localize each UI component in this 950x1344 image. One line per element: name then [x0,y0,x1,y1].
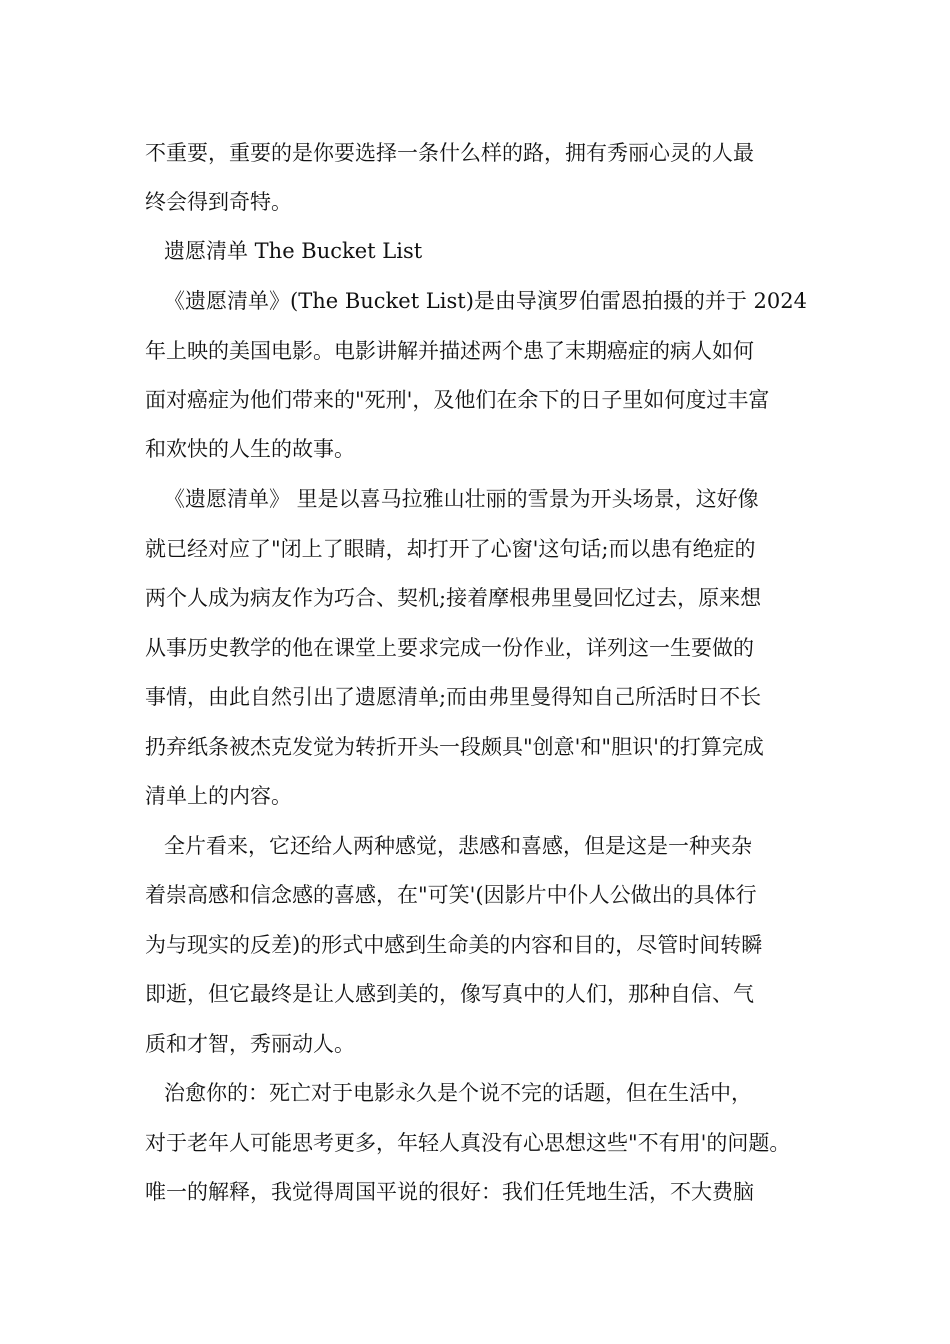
text-line: 两个人成为病友作为巧合、契机;接着摩根弗里曼回忆过去，原来想 [145,586,762,610]
text-line: 从事历史教学的他在课堂上要求完成一份作业，详列这一生要做的 [145,636,754,660]
text-line: 就已经对应了"闭上了眼睛，却打开了心窗'这句话;而以患有绝症的 [145,537,756,561]
text-line: 和欢快的人生的故事。 [145,437,355,461]
text-line: 面对癌症为他们带来的"死刑'，及他们在余下的日子里如何度过丰富 [145,388,770,412]
text-line: 清单上的内容。 [145,784,292,808]
text-line: 《遗愿清单》(The Bucket List)是由导演罗伯雷恩拍摄的并于 2024 [164,289,808,313]
text-line: 即逝，但它最终是让人感到美的，像写真中的人们，那种自信、气 [145,982,754,1006]
text-line: 终会得到奇特。 [145,190,292,214]
text-line: 对于老年人可能思考更多，年轻人真没有心思想这些"不有用'的问题。 [145,1131,791,1155]
text-line: 事情，由此自然引出了遗愿清单;而由弗里曼得知自己所活时日不长 [145,685,762,709]
text-line: 质和才智，秀丽动人。 [145,1032,355,1056]
text-line: 唯一的解释，我觉得周国平说的很好：我们任凭地生活，不大费脑 [145,1180,754,1204]
text-line: 全片看来，它还给人两种感觉，悲感和喜感，但是这是一种夹杂 [164,834,752,858]
text-line: 不重要，重要的是你要选择一条什么样的路，拥有秀丽心灵的人最 [145,141,754,165]
text-line: 为与现实的反差)的形式中感到生命美的内容和目的，尽管时间转瞬 [145,933,763,957]
section-heading: 遗愿清单 The Bucket List [164,239,423,263]
text-line: 治愈你的：死亡对于电影永久是个说不完的话题，但在生活中， [164,1081,752,1105]
text-line: 扔弃纸条被杰克发觉为转折开头一段颇具"创意'和"胆识'的打算完成 [145,735,764,759]
text-line: 年上映的美国电影。电影讲解并描述两个患了末期癌症的病人如何 [145,339,754,363]
text-line: 着崇高感和信念感的喜感，在"可笑'(因影片中仆人公做出的具体行 [145,883,757,907]
text-line: 《遗愿清单》 里是以喜马拉雅山壮丽的雪景为开头场景，这好像 [164,487,759,511]
